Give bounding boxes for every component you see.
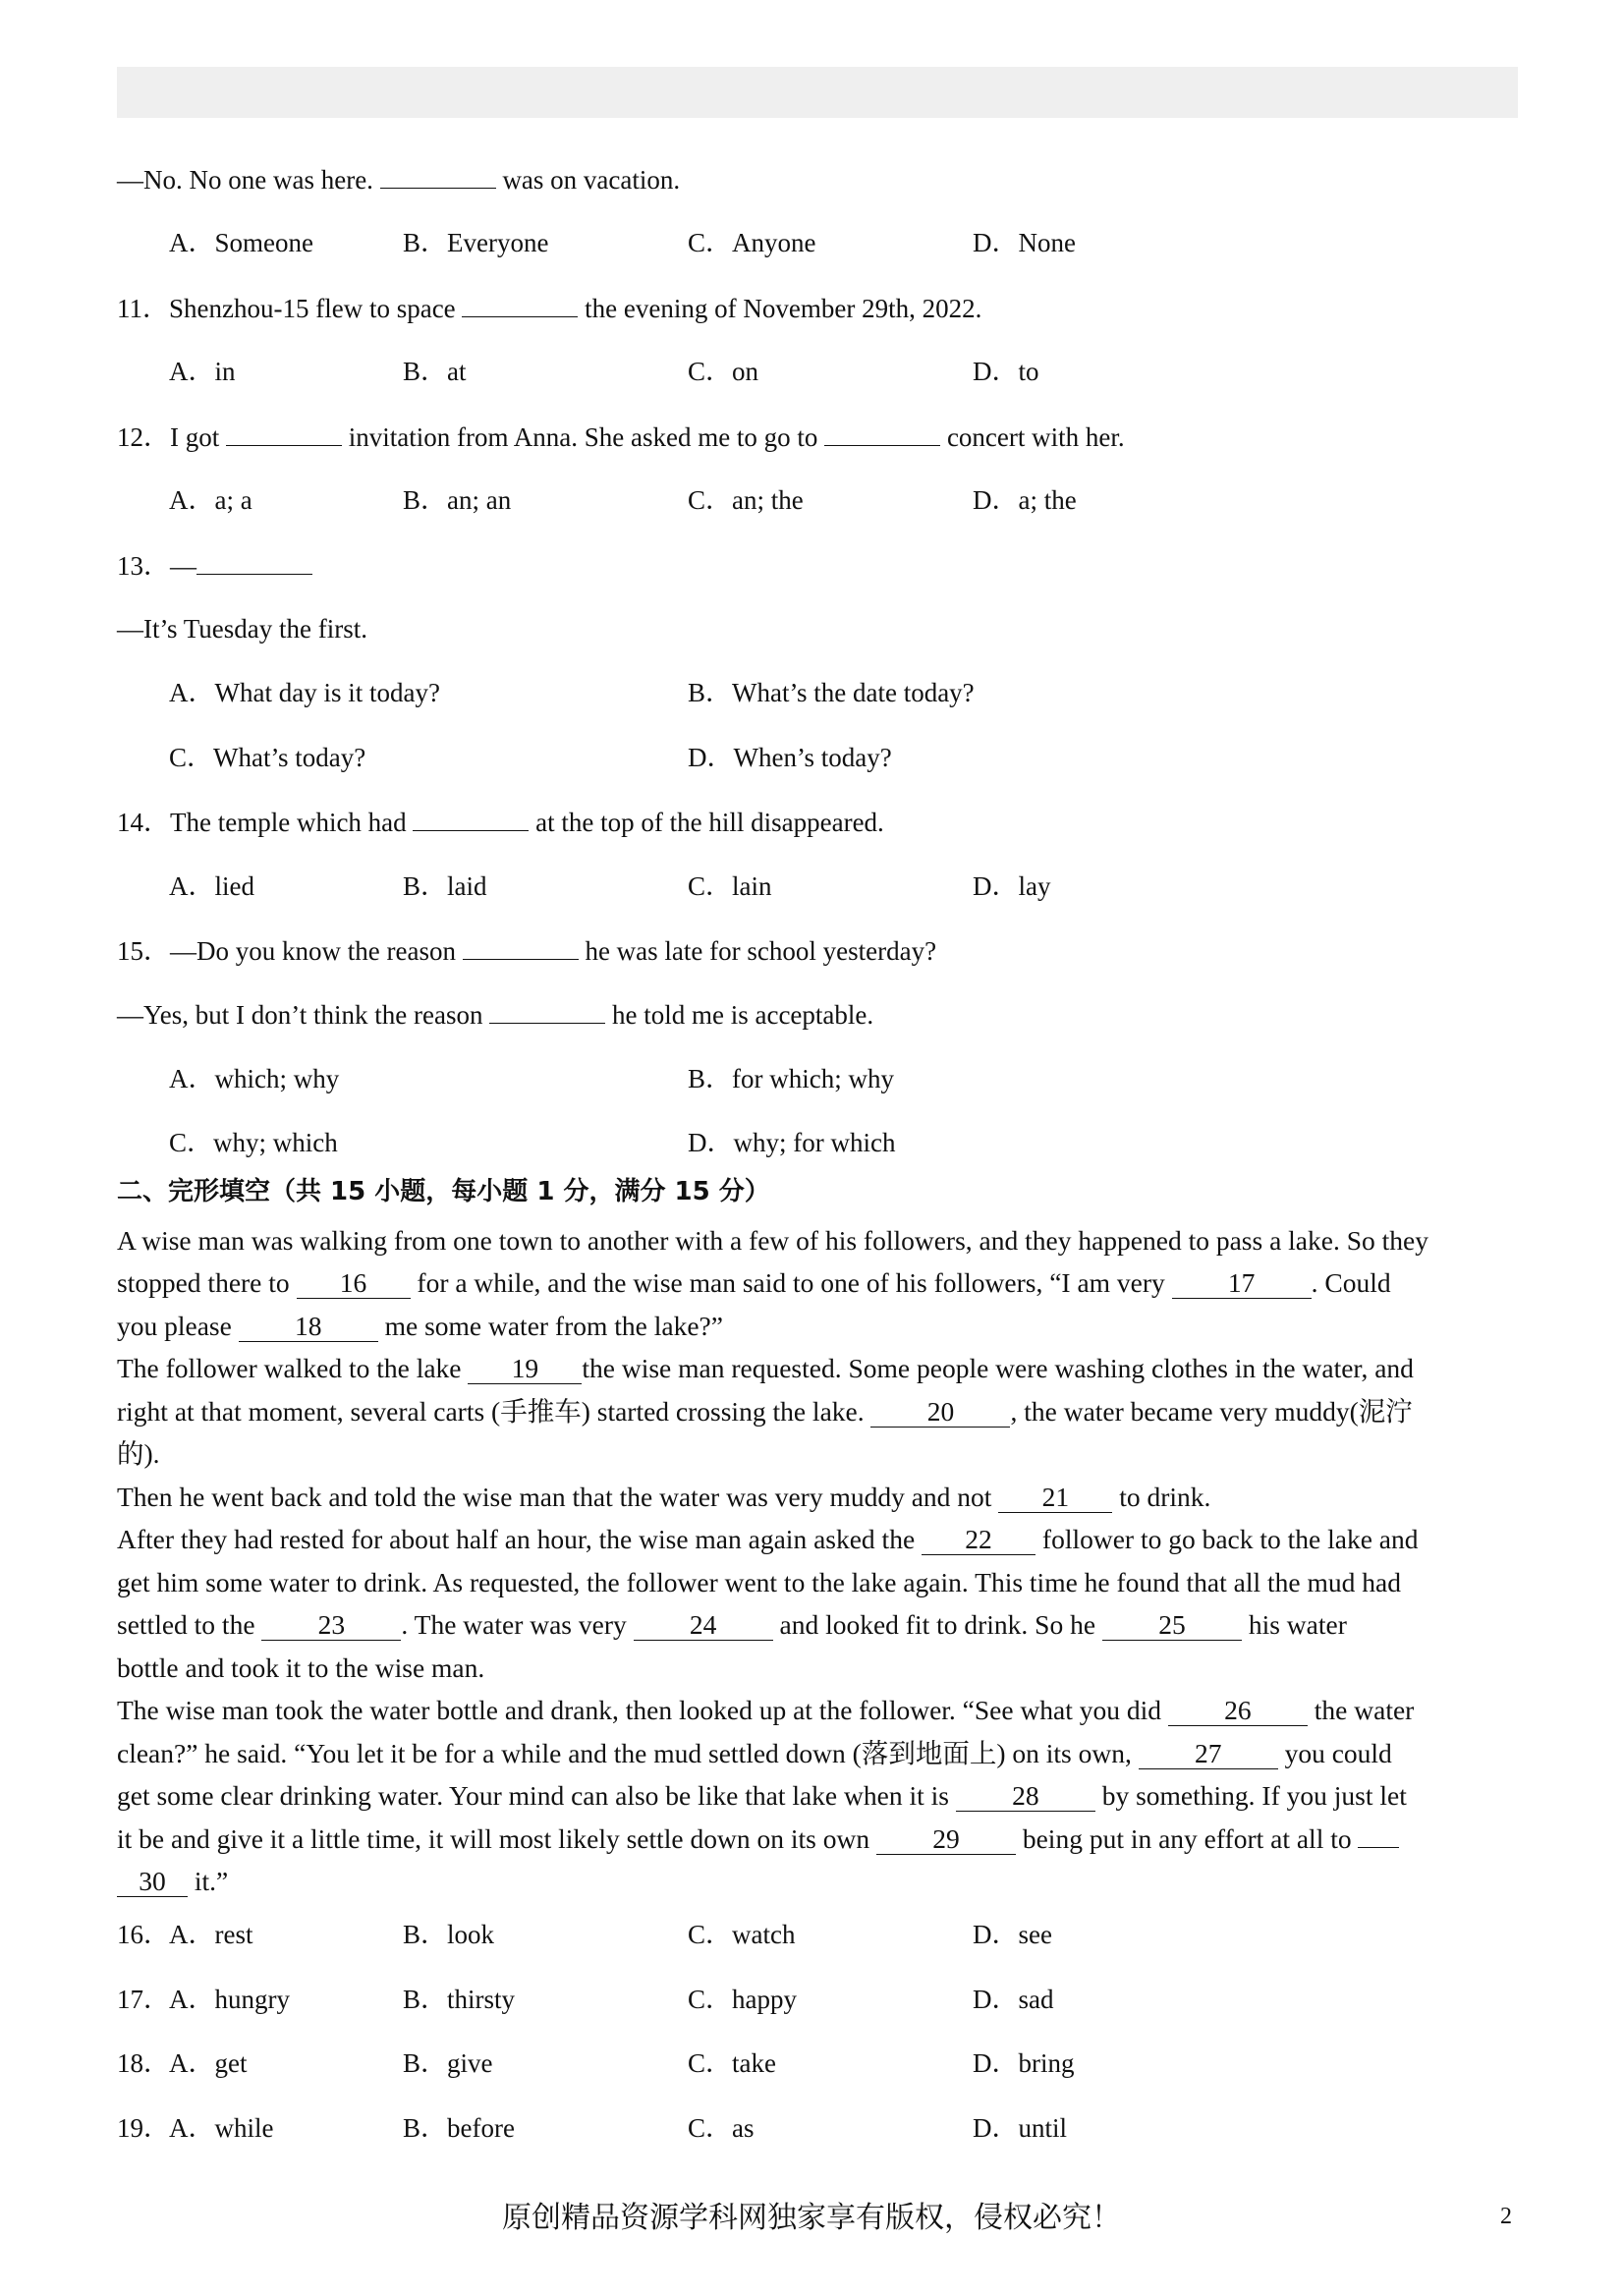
q14-option-d: D．lay [973,871,1051,901]
q10-option-b: B．Everyone [403,228,549,257]
q16-option-c: C．watch [688,1920,796,1949]
passage-text: stopped there to [117,1267,290,1298]
q17-option-b: B．thirsty [403,1985,516,2014]
q15-text-suffix: he was late for school yesterday? [585,936,937,966]
passage-line [117,1608,1522,1642]
cloze-blank-26: 26 [1168,1696,1308,1726]
q12-option-a: A．a; a [169,485,252,515]
passage-text: and looked fit to drink. So he [779,1609,1096,1640]
q18-option-c: C．take [688,2048,776,2078]
cloze-blank-20: 20 [870,1397,1010,1428]
passage-line [117,1481,1522,1514]
q15-line2-suffix: he told me is acceptable. [612,1000,874,1030]
passage-text: being put in any effort at all to [1022,1823,1352,1854]
q12-text-middle: invitation from Anna. She asked me to go to [348,422,818,452]
q15-answer-line [117,997,873,1032]
q15-blank-2 [489,997,605,1024]
passage-text: to drink. [1119,1482,1211,1512]
q19-option-b: B．before [403,2113,515,2143]
passage-line [117,1395,1522,1428]
q11-option-d: D．to [973,357,1039,386]
q19-option-d: D．until [973,2113,1068,2143]
q13-option-b: B．What’s the date today? [688,678,975,707]
q13-blank [196,548,312,575]
passage-line [117,1352,1522,1385]
q16-number: 16． [117,1920,170,1949]
q19-option-c: C．as [688,2113,755,2143]
q14-option-b: B．laid [403,871,487,901]
passage-line [117,1822,1522,1856]
q17-option-a: A．hungry [169,1985,290,2014]
q12-option-d: D．a; the [973,485,1077,515]
q18-option-b: B．give [403,2048,493,2078]
q14-blank [413,805,529,831]
q12-blank-1 [226,420,342,446]
q13-option-d: D．When’s today? [688,743,892,772]
q12-blank-2 [824,420,940,446]
q15-option-b: B．for which; why [688,1064,894,1093]
q15-option-c: C．why; which [169,1128,338,1157]
cloze-blank-22: 22 [922,1525,1035,1555]
q15-line2-text: —Yes, but I don’t think the reason [117,1000,483,1030]
q11-option-b: B．at [403,357,467,386]
cloze-blank-16: 16 [297,1268,411,1299]
q17-option-c: C．happy [688,1985,797,2014]
passage-line [117,1523,1522,1556]
cloze-blank-29: 29 [876,1824,1016,1855]
q12-option-c: C．an; the [688,485,804,515]
passage-line [117,1694,1522,1727]
q15-stem [117,933,936,968]
q11-option-a: A．in [169,357,236,386]
passage-text: the water [1314,1695,1415,1725]
cloze-blank-17: 17 [1172,1268,1312,1299]
q16-option-a: A．rest [169,1920,253,1949]
passage-text: , the water became very muddy(泥泞 [1010,1396,1413,1427]
q17-number: 17． [117,1985,170,2014]
q11-text-suffix: the evening of November 29th, 2022. [585,294,982,323]
cloze-blank-30-start [1358,1847,1399,1848]
q14-option-a: A．lied [169,871,254,901]
q10-option-d: D．None [973,228,1076,257]
passage-line: 的). [117,1438,160,1469]
passage-text: for a while, and the wise man said to one of his followers, “I am very [417,1267,1165,1298]
q10-option-c: C．Anyone [688,228,816,257]
q10-blank [380,162,496,189]
passage-text: After they had rested for about half an hour, the wise man again asked the [117,1524,916,1554]
cloze-blank-23: 23 [261,1610,401,1641]
q13-stem [117,548,312,583]
cloze-blank-27: 27 [1139,1739,1278,1769]
cloze-blank-19: 19 [468,1354,582,1384]
q15-option-a: A．which; why [169,1064,340,1093]
passage-line [117,1779,1522,1813]
q15-blank-1 [463,933,579,960]
passage-text: The wise man took the water bottle and drank, then looked up at the follower. “See what you did [117,1695,1162,1725]
q12-stem [117,420,1125,454]
q16-option-d: D．see [973,1920,1052,1949]
passage-line [117,1266,1522,1300]
cloze-blank-30: 30 [117,1867,188,1897]
passage-text: me some water from the lake?” [384,1311,723,1341]
cloze-blank-21: 21 [998,1483,1112,1513]
q11-option-c: C．on [688,357,759,386]
header-bar [117,67,1518,118]
q12-text: 12．I got [117,422,220,452]
q15-option-d: D．why; for which [688,1128,896,1157]
passage-text: you could [1284,1738,1392,1768]
passage-text: right at that moment, several carts (手推车) started crossing the lake. [117,1396,865,1427]
passage-text: settled to the [117,1609,255,1640]
passage-text: by something. If you just let [1101,1780,1407,1811]
passage-text: The follower walked to the lake [117,1353,462,1383]
passage-line [117,1310,1522,1343]
passage-line [117,1737,1522,1770]
q14-text: 14．The temple which had [117,808,407,837]
q17-option-d: D．sad [973,1985,1054,2014]
cloze-blank-25: 25 [1102,1610,1242,1641]
q11-blank [462,291,578,317]
q19-number: 19． [117,2113,170,2143]
q10-text: —No. No one was here. [117,165,373,195]
q14-stem [117,805,884,839]
passage-line: bottle and took it to the wise man. [117,1652,485,1683]
passage-text: get some clear drinking water. Your mind can also be like that lake when it is [117,1780,949,1811]
q12-text-suffix: concert with her. [946,422,1125,452]
cloze-blank-28: 28 [956,1781,1095,1812]
q16-option-b: B．look [403,1920,495,1949]
passage-text: . Could [1311,1267,1391,1298]
q11-stem [117,291,981,325]
passage-line: A wise man was walking from one town to another with a few of his followers, and they happened to pass a lake. So they [117,1225,1428,1256]
q15-text: 15．—Do you know the reason [117,936,456,966]
q13-text: 13．— [117,551,196,581]
q10-answer-line [117,162,680,196]
q14-text-suffix: at the top of the hill disappeared. [535,808,884,837]
passage-text: Then he went back and told the wise man that the water was very muddy and not [117,1482,992,1512]
passage-text: follower to go back to the lake and [1041,1524,1419,1554]
page-number: 2 [1500,2204,1512,2229]
q18-number: 18． [117,2048,170,2078]
copyright-footer: 原创精品资源学科网独家享有版权，侵权必究！ [502,2201,1121,2235]
passage-text: it.” [194,1866,229,1896]
q10-option-a: A．Someone [169,228,313,257]
q18-option-d: D．bring [973,2048,1075,2078]
passage-line: get him some water to drink. As requested, the follower went to the lake again. This time he found that all the mud had [117,1567,1401,1597]
cloze-blank-24: 24 [634,1610,773,1641]
passage-text: clean?” he said. “You let it be for a while and the mud settled down (落到地面上) on its own, [117,1738,1132,1768]
passage-text: you please [117,1311,232,1341]
passage-text: his water [1248,1609,1347,1640]
passage-text: . The water was very [401,1609,627,1640]
passage-text: the wise man requested. Some people were washing clothes in the water, and [582,1353,1414,1383]
passage-line [117,1865,1522,1898]
q13-option-c: C．What’s today? [169,743,366,772]
q18-option-a: A．get [169,2048,248,2078]
passage-text: it be and give it a little time, it will most likely settle down on its own [117,1823,870,1854]
q13-option-a: A．What day is it today? [169,678,440,707]
q12-option-b: B．an; an [403,485,512,515]
cloze-blank-18: 18 [239,1312,378,1342]
section-heading-cloze: 二、完形填空（共 15 小题，每小题 1 分，满分 15 分） [117,1177,770,1206]
q19-option-a: A．while [169,2113,274,2143]
q14-option-c: C．lain [688,871,772,901]
q13-answer-line: —It’s Tuesday the first. [117,614,368,644]
q10-text-suffix: was on vacation. [502,165,681,195]
q11-text: 11．Shenzhou-15 flew to space [117,294,456,323]
